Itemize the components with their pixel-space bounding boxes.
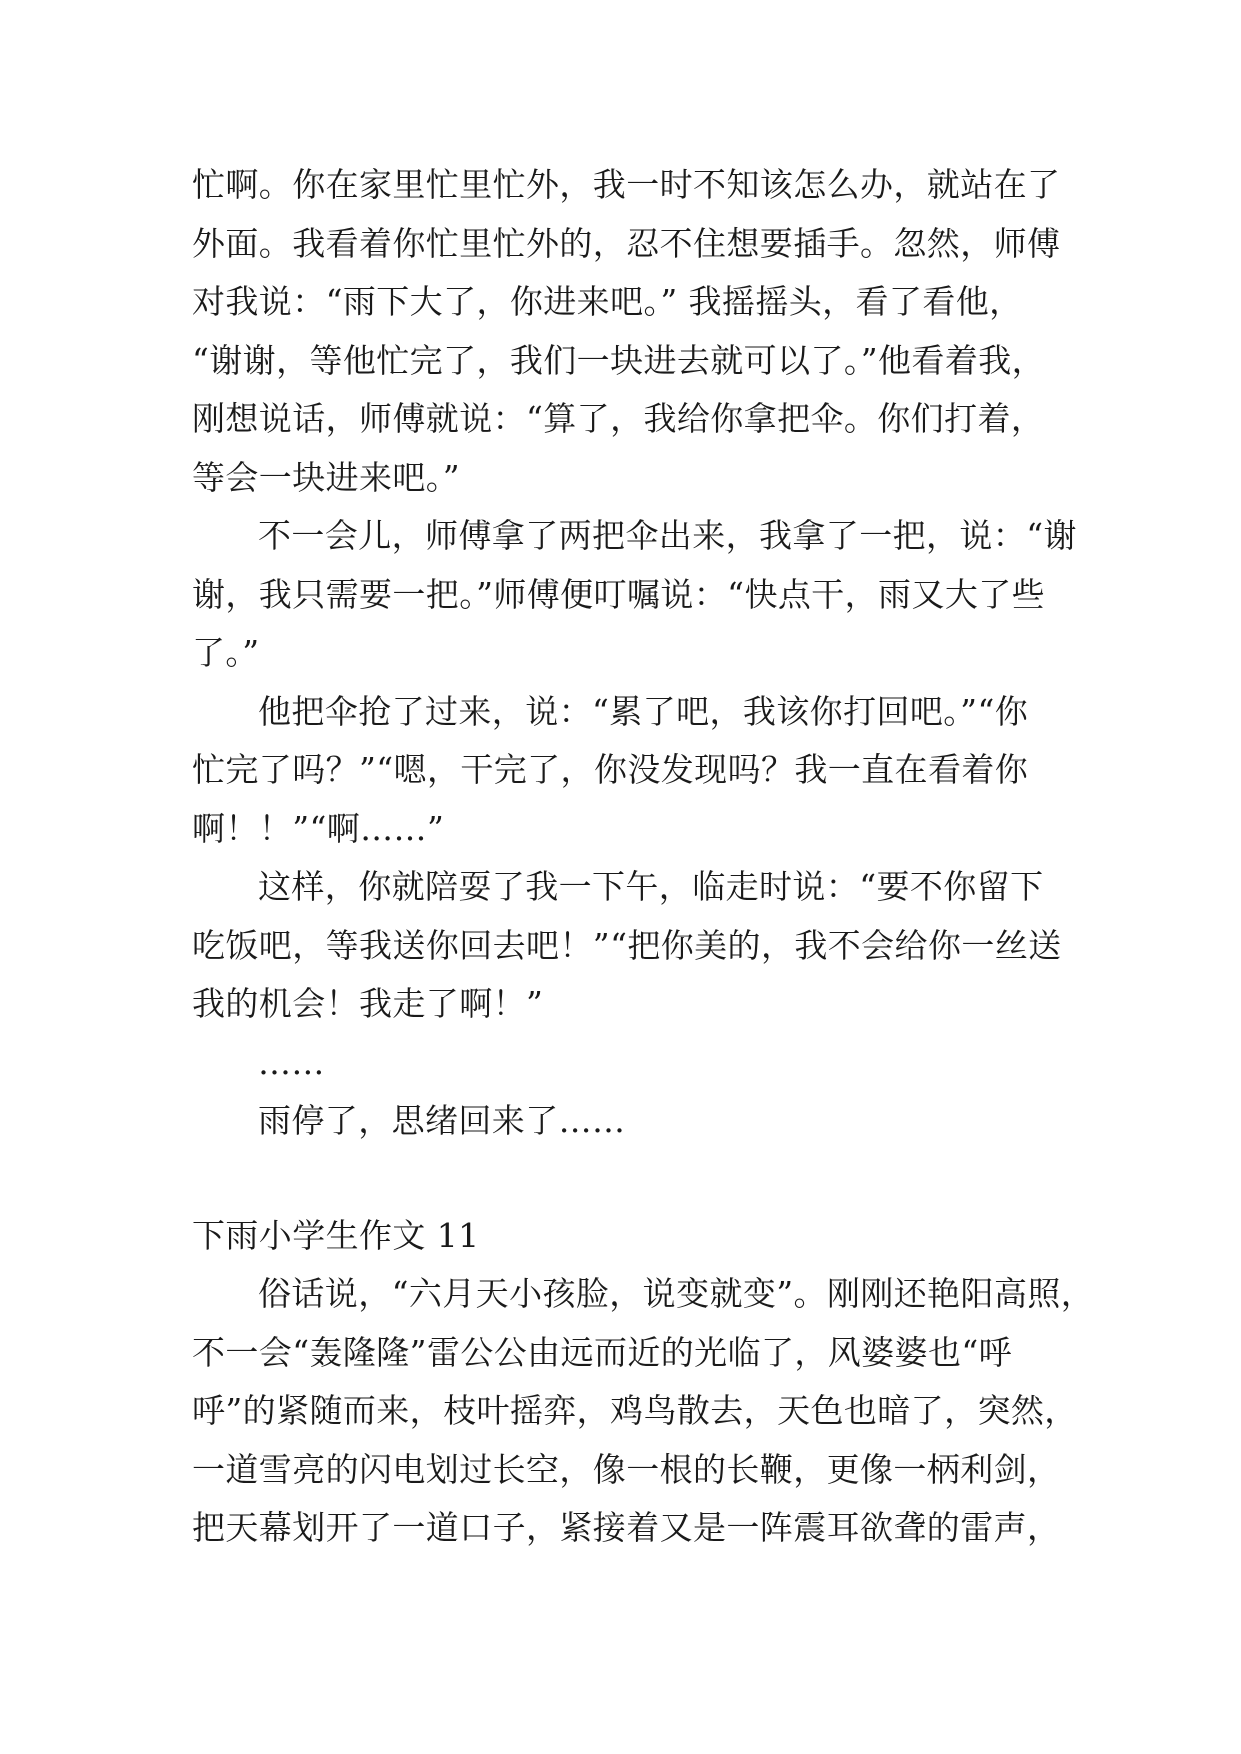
text-line: 忙啊。你在家里忙里忙外，我一时不知该怎么办，就站在了 [192, 165, 1061, 204]
text-line: 吃饭吧，等我送你回去吧！”“把你美的，我不会给你一丝送 [192, 925, 1062, 965]
text-line: …… [258, 1042, 325, 1082]
text-line: 一道雪亮的闪电划过长空，像一根的长鞭，更像一柄利剑， [192, 1449, 1061, 1489]
essay-body [192, 156, 1095, 1558]
text-line: 了。” [192, 633, 260, 672]
text-line: 谢，我只需要一把。”师傅便叮嘱说：“快点干，雨又大了些 [192, 574, 1046, 614]
section-heading: 下雨小学生作文 11 [192, 1215, 480, 1255]
text-line: 雨停了，思绪回来了…… [258, 1101, 626, 1140]
text-line: 刚想说话，师傅就说：“算了，我给你拿把伞。你们打着， [192, 399, 1045, 438]
text-line: 外面。我看着你忙里忙外的，忍不住想要插手。忽然，师傅 [192, 223, 1061, 263]
text-line: 这样，你就陪耍了我一下午，临走时说：“要不你留下 [258, 867, 1044, 906]
text-line: 啊！！”“啊……” [192, 808, 445, 848]
text-line: 我的机会！我走了啊！” [192, 984, 544, 1023]
text-line: 对我说：“雨下大了，你进来吧。” 我摇摇头，看了看他， [192, 282, 1023, 321]
text-line: “谢谢，等他忙完了，我们一块进去就可以了。”他看着我， [192, 340, 1046, 380]
text-line: 俗话说，“六月天小孩脸，说变就变”。刚刚还艳阳高照， [258, 1274, 1095, 1313]
text-line: 把天幕划开了一道口子，紧接着又是一阵震耳欲聋的雷声， [192, 1508, 1061, 1547]
text-line: 不一会儿，师傅拿了两把伞出来，我拿了一把，说：“谢 [258, 516, 1077, 555]
text-line: 他把伞抢了过来，说：“累了吧，我该你打回吧。”“你 [258, 691, 1029, 731]
text-line: 忙完了吗？”“嗯，干完了，你没发现吗？我一直在看着你 [192, 750, 1029, 789]
text-line: 呼”的紧随而来，枝叶摇弈，鸡鸟散去，天色也暗了，突然， [192, 1391, 1078, 1430]
text-line: 等会一块进来吧。” [192, 457, 460, 497]
section-gap [192, 1151, 1072, 1207]
text-line: 不一会“轰隆隆”雷公公由远而近的光临了，风婆婆也“呼 [192, 1332, 1013, 1372]
